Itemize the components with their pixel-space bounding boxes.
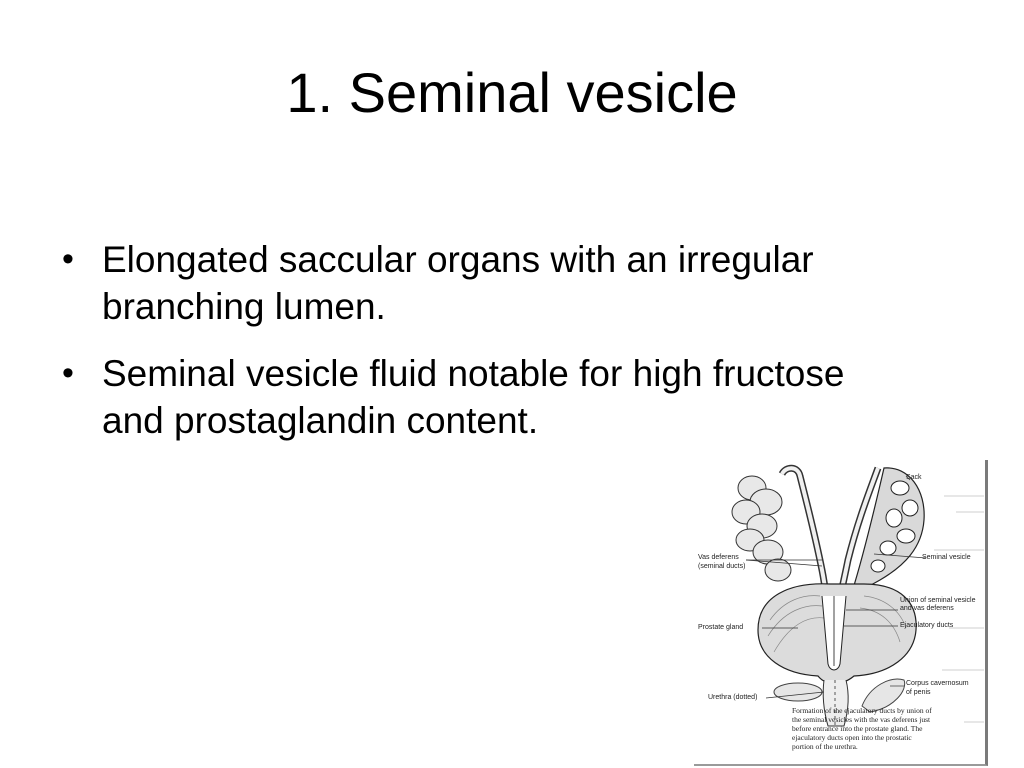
label-seminal-ducts: (seminal ducts) (698, 563, 746, 570)
bullet-list (62, 236, 882, 464)
label-sack: Sack (906, 474, 922, 481)
label-union-1: Union of seminal vesicle (900, 597, 976, 604)
figure-caption: Formation of the ejaculatory ducts by union of the seminal vesicles with the vas deferens just before entrance into the prostate gland. The ejaculatory ducts open into the prostatic portion of the urethra. (792, 706, 932, 751)
label-union-2: and vas deferens (900, 605, 954, 612)
label-ejaculatory-ducts: Ejaculatory ducts (900, 622, 954, 629)
bullet-text: Elongated saccular organs with an irregular branching lumen. (102, 239, 814, 327)
label-seminal-vesicle: Seminal vesicle (922, 554, 971, 561)
label-urethra: Urethra (dotted) (708, 694, 758, 701)
slide-title: 1. Seminal vesicle (286, 61, 738, 124)
bullet-item (62, 236, 882, 330)
bullet-text: Seminal vesicle fluid notable for high fructose and prostaglandin content. (102, 353, 845, 441)
right-seminal-vesicle (852, 468, 924, 592)
corpus-left (774, 683, 822, 701)
label-corpus-1: Corpus cavernosum (906, 680, 969, 687)
label-vas-deferens: Vas deferens (698, 554, 739, 561)
label-prostate-gland: Prostate gland (698, 624, 744, 631)
bullet-item (62, 350, 882, 444)
anatomy-illustration (694, 460, 988, 766)
label-corpus-2: of penis (906, 689, 931, 696)
bullet-marker: • (62, 240, 74, 278)
bullet-marker: • (62, 354, 74, 392)
